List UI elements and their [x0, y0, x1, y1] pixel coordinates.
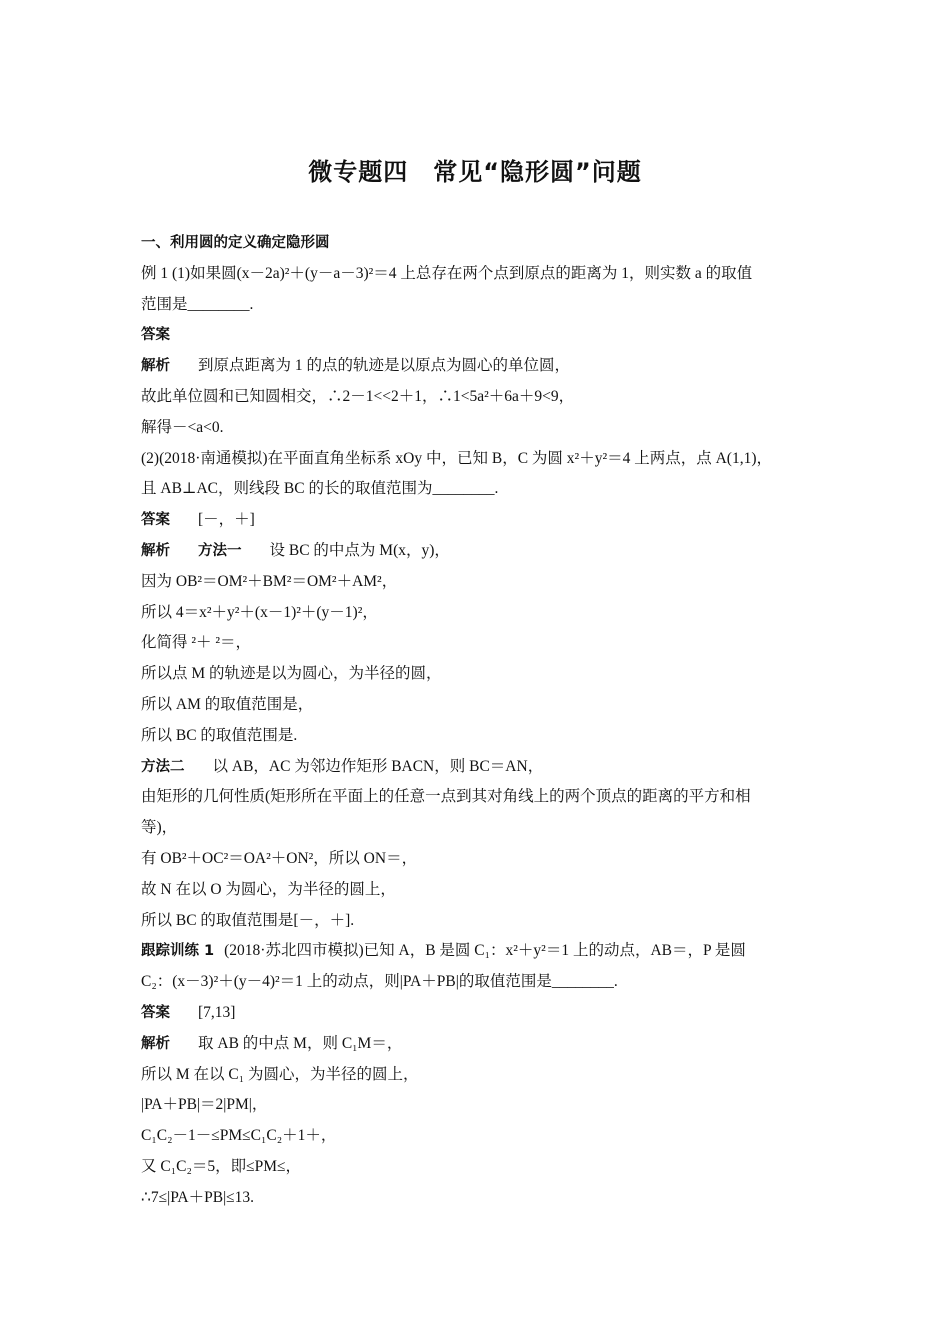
text-line: [141, 936, 811, 967]
text-line: [141, 906, 811, 937]
line-text: 故此单位圆和已知圆相交，∴2－1<<2＋1，∴1<5a²＋6a＋9<9，: [141, 387, 575, 405]
line-text: (2)(2018·南通模拟)在平面直角坐标系 xOy 中，已知 B，C 为圆 x²＋y²＝4 上两点，点 A(1,1)，: [141, 449, 772, 467]
line-text: 设 BC 的中点为 M(x，y)，: [269, 541, 450, 559]
line-label: 解析: [141, 1035, 170, 1052]
text-line: [141, 259, 811, 290]
text-line: [141, 659, 811, 690]
line-text: 所以 M 在以 C₁ 为圆心，为半径的圆上，: [141, 1065, 419, 1083]
text-line: [141, 1060, 811, 1091]
line-sublabel: 方法一: [198, 542, 242, 559]
document-body: [141, 228, 811, 1214]
line-text: 例 1 (1)如果圆(x－2a)²＋(y－a－3)²＝4 上总存在两个点到原点的距离为 1，则实数 a 的取值: [141, 264, 753, 282]
section-heading: [141, 228, 811, 259]
section-heading: [141, 320, 811, 351]
page-title: 微专题四 常见“隐形圆”问题: [308, 158, 642, 186]
line-text: 所以 BC 的取值范围是[－，＋].: [141, 911, 355, 929]
line-text: 且 AB⊥AC，则线段 BC 的长的取值范围为________.: [141, 480, 499, 498]
text-line: [141, 690, 811, 721]
text-line: [141, 351, 811, 382]
heading-text: 答案: [141, 327, 170, 344]
text-line: [141, 444, 811, 475]
line-label: 答案: [141, 512, 170, 529]
line-text: 范围是________.: [141, 295, 254, 313]
line-text: 有 OB²＋OC²＝OA²＋ON²，所以 ON＝，: [141, 849, 418, 867]
line-text: ∴7≤|PA＋PB|≤13.: [141, 1188, 255, 1206]
text-line: [141, 998, 811, 1029]
text-line: [141, 290, 811, 321]
line-label: 跟踪训练 1: [141, 943, 215, 960]
line-text: 故 N 在以 O 为圆心，为半径的圆上，: [141, 880, 396, 898]
text-line: [141, 844, 811, 875]
text-line: [141, 752, 811, 783]
line-text: 又 C₁C₂＝5，即≤PM≤，: [141, 1157, 302, 1175]
text-line: [141, 505, 811, 536]
line-text: [7,13]: [198, 1003, 236, 1021]
heading-text: 一、利用圆的定义确定隐形圆: [141, 235, 330, 251]
text-line: [141, 474, 811, 505]
text-line: [141, 628, 811, 659]
text-line: [141, 967, 811, 998]
text-line: [141, 721, 811, 752]
line-label: 解析: [141, 542, 170, 559]
line-text: C₂：(x－3)²＋(y－4)²＝1 上的动点，则|PA＋PB|的取值范围是________.: [141, 973, 618, 991]
text-line: [141, 1029, 811, 1060]
text-line: [141, 875, 811, 906]
line-text: 所以 4＝x²＋y²＋(x－1)²＋(y－1)²，: [141, 603, 378, 621]
text-line: [141, 1090, 811, 1121]
text-line: [141, 536, 811, 567]
line-text: 所以点 M 的轨迹是以为圆心，为半径的圆，: [141, 665, 442, 683]
line-label: 答案: [141, 1004, 170, 1021]
line-text: 取 AB 的中点 M，则 C₁M＝，: [198, 1034, 403, 1052]
line-text: (2018·苏北四市模拟)已知 A，B 是圆 C₁：x²＋y²＝1 上的动点，AB＝，P 是圆: [224, 942, 746, 960]
text-line: [141, 782, 811, 813]
line-label: 解析: [141, 358, 170, 375]
text-line: [141, 1121, 811, 1152]
line-text: C₁C₂－1－≤PM≤C₁C₂＋1＋，: [141, 1127, 337, 1145]
line-text: 因为 OB²＝OM²＋BM²＝OM²＋AM²，: [141, 572, 398, 590]
text-line: [141, 813, 811, 844]
line-text: 到原点距离为 1 的点的轨迹是以原点为圆心的单位圆，: [198, 357, 571, 375]
line-text: |PA＋PB|＝2|PM|，: [141, 1096, 268, 1114]
text-line: [141, 598, 811, 629]
line-text: 由矩形的几何性质(矩形所在平面上的任意一点到其对角线上的两个顶点的距离的平方和相: [141, 788, 751, 806]
line-text: 所以 AM 的取值范围是，: [141, 695, 314, 713]
line-text: 所以 BC 的取值范围是.: [141, 726, 298, 744]
line-text: 以 AB，AC 为邻边作矩形 BACN，则 BC＝AN，: [212, 757, 544, 775]
line-text: 解得－<a<0.: [141, 418, 224, 436]
line-label: 方法二: [141, 758, 185, 775]
text-line: [141, 382, 811, 413]
line-text: 化简得 ²＋ ²＝，: [141, 634, 252, 652]
text-line: [141, 413, 811, 444]
text-line: [141, 567, 811, 598]
text-line: [141, 1183, 811, 1214]
line-text: [－，＋]: [198, 511, 255, 529]
text-line: [141, 1152, 811, 1183]
line-text: 等)，: [141, 819, 178, 837]
